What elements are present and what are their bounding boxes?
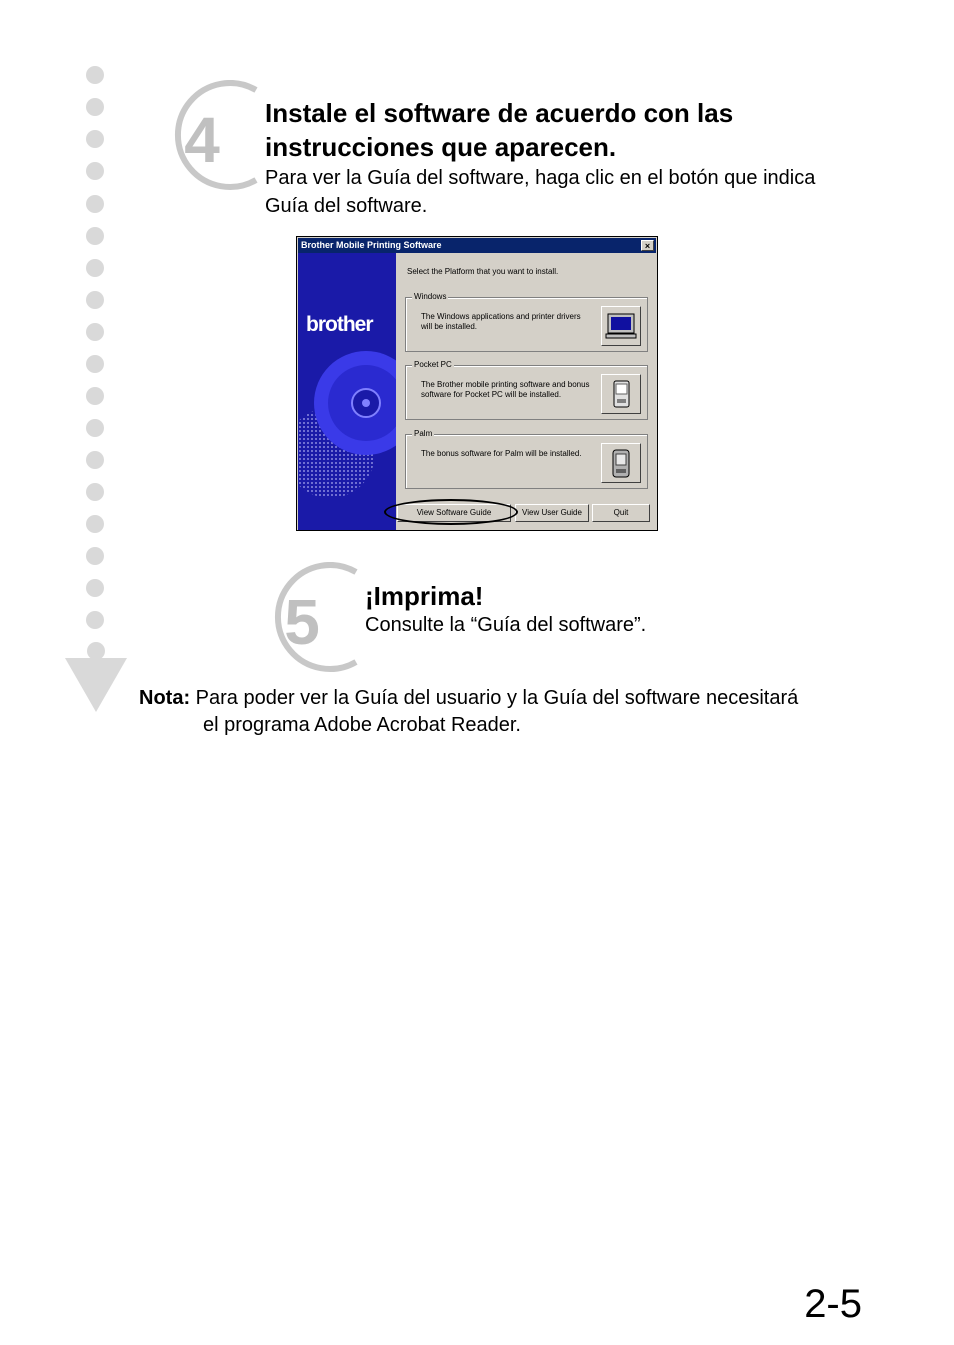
step-5-title: ¡Imprima! (365, 581, 484, 611)
progress-dot (86, 291, 104, 309)
group-description: The Windows applications and printer drivers will be installed. (421, 312, 581, 331)
dialog-title: Brother Mobile Printing Software (301, 240, 442, 250)
progress-dot (86, 130, 104, 148)
note-continued: el programa Adobe Acrobat Reader. (203, 714, 521, 736)
group-label: Pocket PC (414, 360, 452, 369)
step-4-badge (144, 80, 262, 192)
progress-dot (86, 419, 104, 437)
step-4-title: Instale el software de acuerdo con las instrucciones que aparecen. (265, 98, 734, 162)
note-label: Nota: (139, 687, 191, 709)
step-4-number: 4 (184, 104, 220, 176)
cd-disc-icon (298, 253, 396, 530)
progress-dot (86, 515, 104, 533)
arrow-down-icon (65, 642, 127, 714)
progress-dot (86, 611, 104, 629)
dialog-prompt: Select the Platform that you want to install. (407, 267, 559, 276)
progress-dot (86, 66, 104, 84)
note-line1: Para poder ver la Guía del usuario y la Guía del software necesitará (195, 687, 799, 709)
note (139, 684, 899, 712)
step-5-number: 5 (284, 586, 320, 658)
view-software-guide-button[interactable]: View Software Guide (397, 504, 511, 522)
pocket-pc-install-button[interactable] (601, 374, 641, 414)
progress-dot (86, 195, 104, 213)
windows-install-button[interactable] (601, 306, 641, 346)
close-button[interactable]: × (641, 240, 654, 251)
palm-device-icon (602, 444, 640, 482)
progress-dot (86, 451, 104, 469)
pocket-pc-icon (602, 375, 640, 413)
step-4-body: Para ver la Guía del software, haga clic en el botón que indica Guía del software. (265, 167, 816, 217)
installer-dialog (296, 236, 658, 531)
progress-dot (86, 579, 104, 597)
group-label: Windows (414, 292, 447, 301)
quit-button[interactable]: Quit (592, 504, 650, 522)
palm-install-button[interactable] (601, 443, 641, 483)
group-description: The Brother mobile printing software and bonus software for Pocket PC will be installed. (421, 380, 590, 399)
group-windows (405, 292, 648, 352)
step-5-body: Consulte la “Guía del software”. (365, 614, 647, 636)
page-number: 2-5 (804, 1282, 862, 1326)
group-palm (405, 429, 648, 489)
brand-panel (298, 253, 396, 530)
progress-dot (86, 162, 104, 180)
progress-dot (86, 387, 104, 405)
group-description: The bonus software for Palm will be installed. (421, 449, 582, 458)
dialog-titlebar (298, 238, 656, 253)
progress-dot (86, 98, 104, 116)
highlight-ellipse (384, 499, 518, 525)
progress-dot (86, 355, 104, 373)
step-5-badge (244, 562, 362, 674)
brother-logo: brother (306, 313, 373, 336)
monitor-icon (602, 307, 640, 345)
group-label: Palm (414, 429, 433, 438)
progress-dot (86, 227, 104, 245)
view-user-guide-button[interactable]: View User Guide (515, 504, 589, 522)
progress-dot (86, 323, 104, 341)
group-pocket-pc (405, 360, 648, 420)
progress-dot (86, 483, 104, 501)
progress-dot (86, 547, 104, 565)
progress-dot (86, 259, 104, 277)
